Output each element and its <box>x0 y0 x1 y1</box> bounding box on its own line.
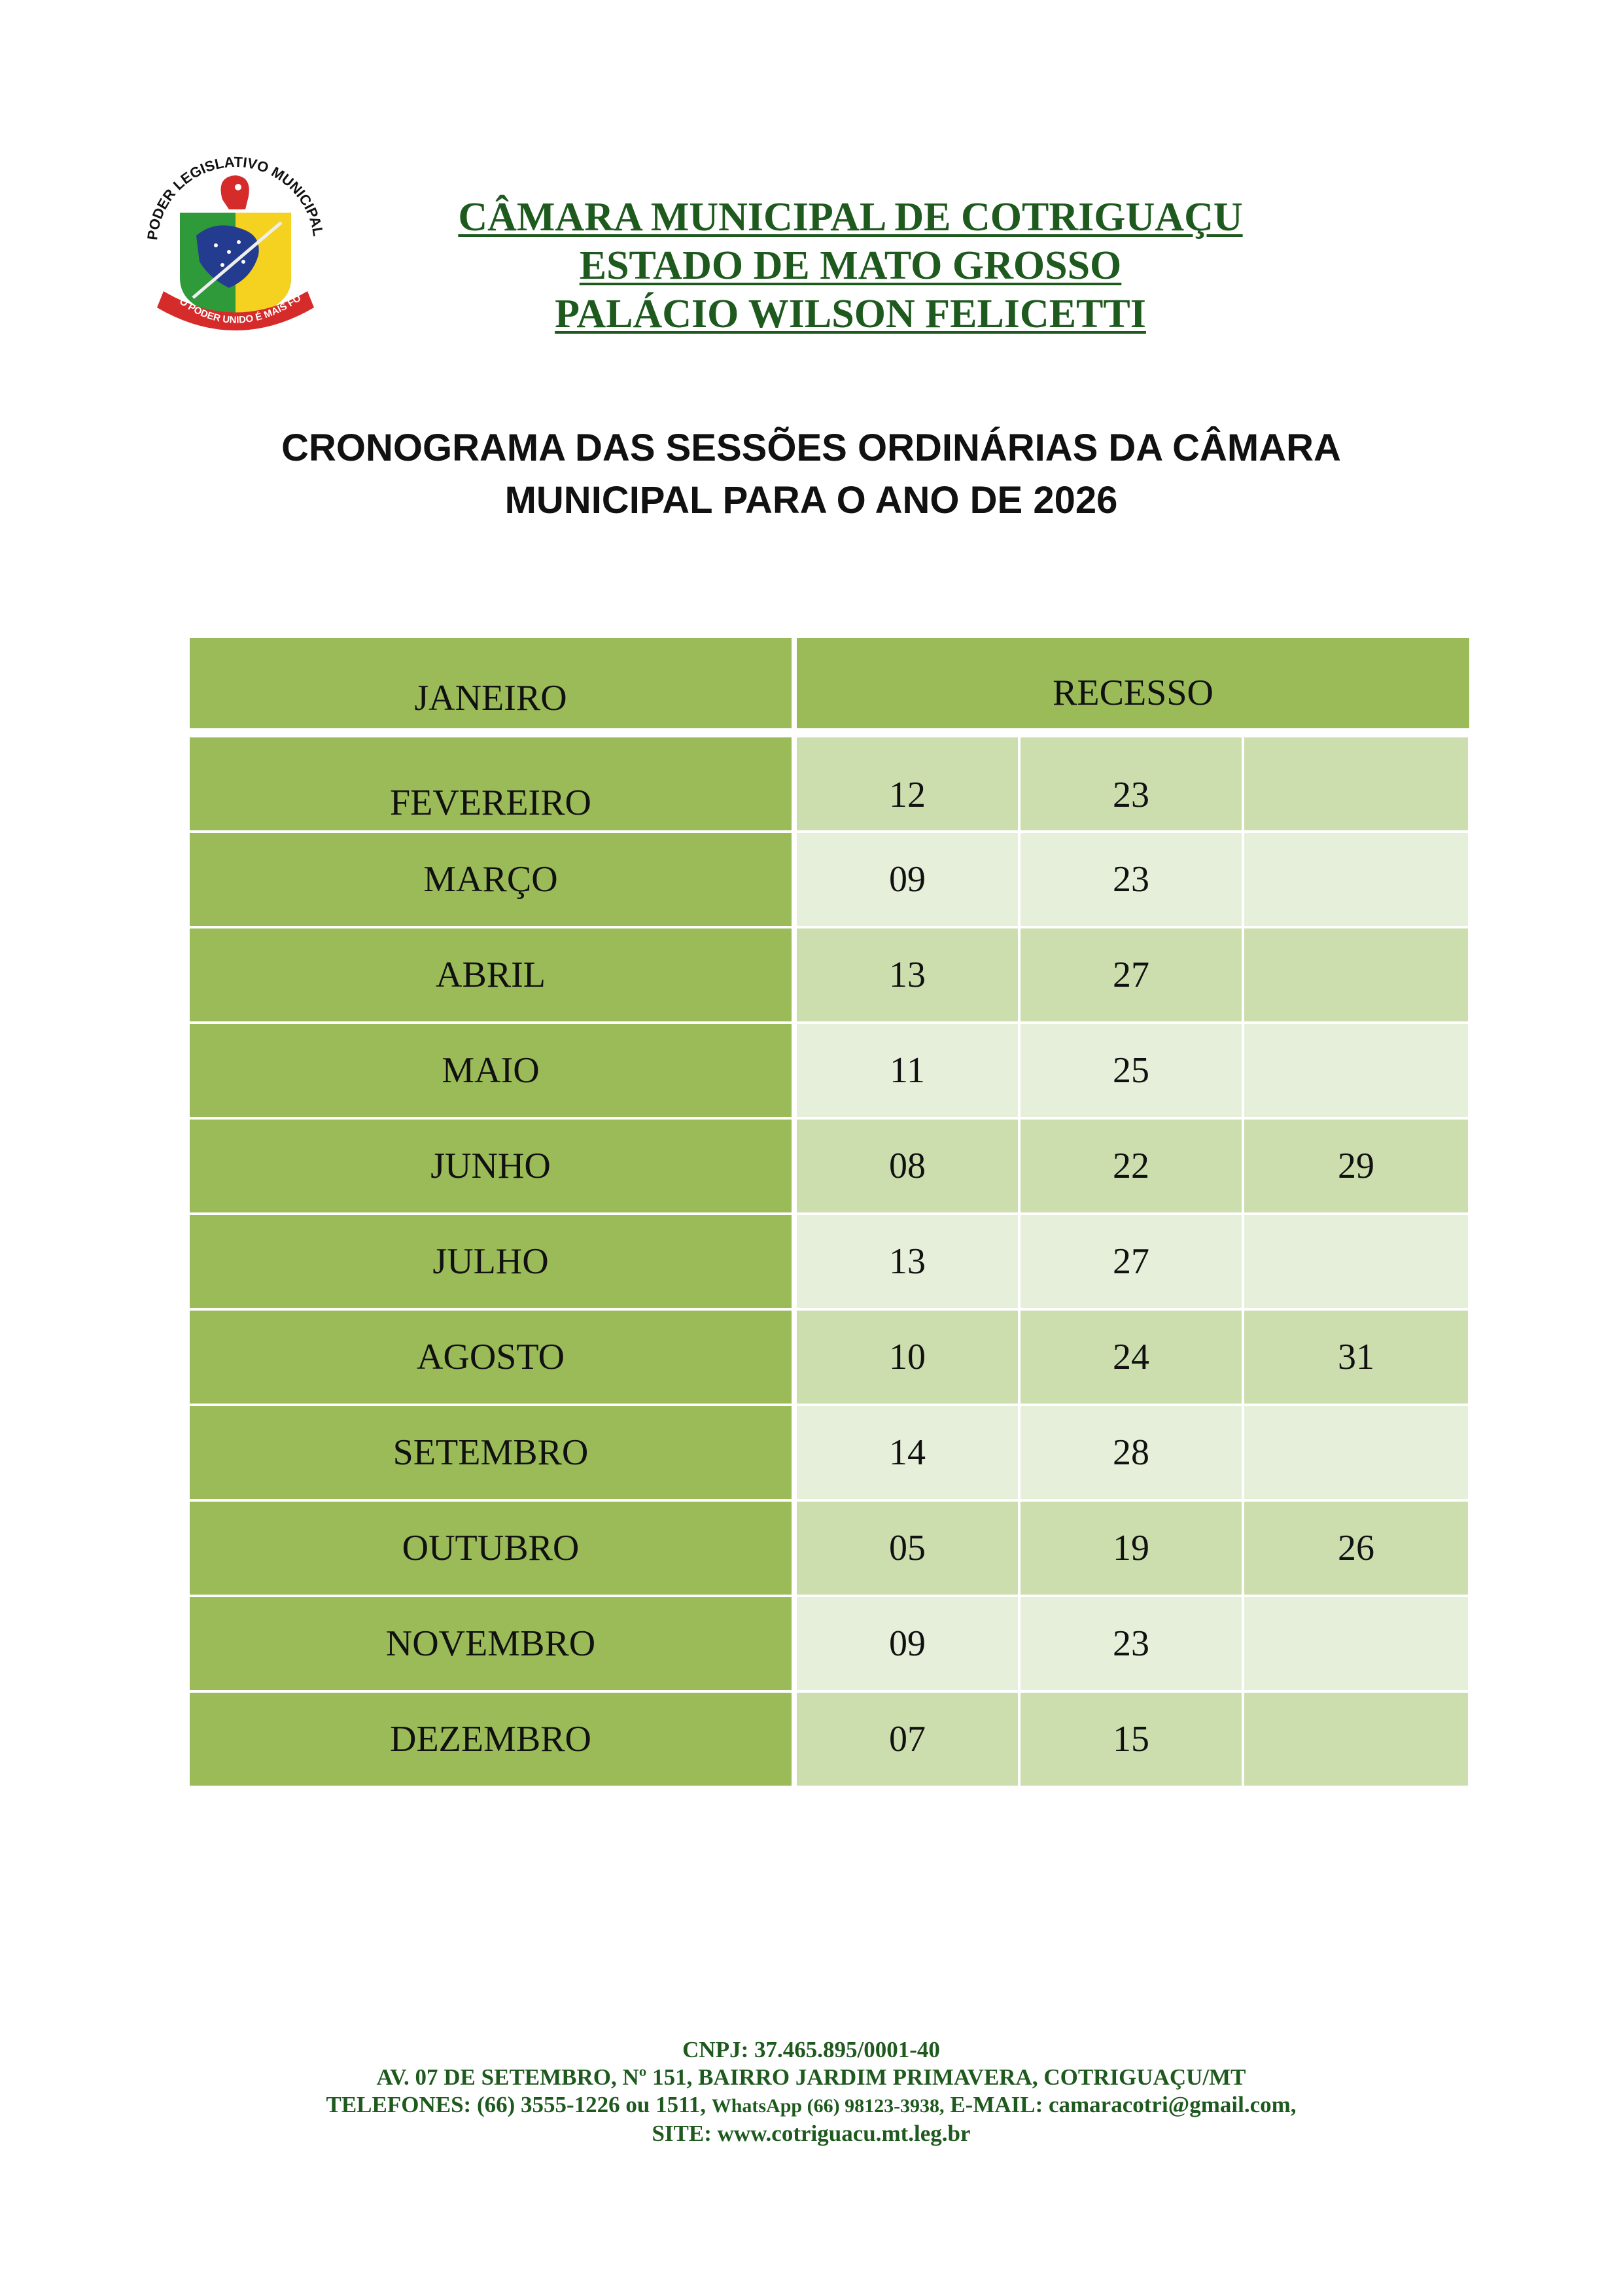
header-line-1: CÂMARA MUNICIPAL DE COTRIGUAÇU <box>458 195 1243 239</box>
session-day-cell: 22 <box>1021 1120 1244 1212</box>
coat-of-arms-logo <box>131 137 340 347</box>
session-day-cell <box>1244 1406 1468 1499</box>
session-day-cell: 10 <box>797 1311 1021 1404</box>
session-day-cell: 09 <box>797 833 1021 926</box>
header-recess-cell: RECESSO <box>797 638 1469 728</box>
session-day-cell: 11 <box>797 1024 1021 1117</box>
session-day-cell <box>1244 928 1468 1021</box>
session-day-cell: 23 <box>1021 1597 1244 1690</box>
session-day-cell: 26 <box>1244 1502 1468 1595</box>
table-row <box>190 737 1469 833</box>
session-day-cell: 05 <box>797 1502 1021 1595</box>
svg-text:PODER LEGISLATIVO MUNICIPAL: PODER LEGISLATIVO MUNICIPAL <box>144 153 327 241</box>
session-day-cell <box>1244 1597 1468 1690</box>
session-day-cell: 27 <box>1021 1215 1244 1308</box>
table-row <box>190 1406 1469 1502</box>
sessions-table <box>190 638 1469 1788</box>
month-cell: DEZEMBRO <box>190 1693 797 1786</box>
table-row <box>190 928 1469 1024</box>
month-cell: JUNHO <box>190 1120 797 1212</box>
session-day-cell: 13 <box>797 928 1021 1021</box>
session-day-cell: 25 <box>1021 1024 1244 1117</box>
table-row <box>190 833 1469 928</box>
session-day-cell: 31 <box>1244 1311 1468 1404</box>
month-cell: ABRIL <box>190 928 797 1021</box>
header-line-2: ESTADO DE MATO GROSSO <box>579 243 1122 288</box>
session-day-cell: 09 <box>797 1597 1021 1690</box>
institution-header <box>366 193 1335 338</box>
footer-phones-text: TELEFONES: (66) 3555-1226 ou 1511, <box>326 2092 706 2117</box>
header-month-cell: JANEIRO <box>190 638 797 728</box>
title-line-1: CRONOGRAMA DAS SESSÕES ORDINÁRIAS DA CÂMARA <box>281 427 1341 469</box>
session-day-cell: 15 <box>1021 1693 1244 1786</box>
month-cell: MARÇO <box>190 833 797 926</box>
session-day-cell: 24 <box>1021 1311 1244 1404</box>
session-day-cell: 12 <box>797 737 1021 830</box>
session-day-cell: 23 <box>1021 833 1244 926</box>
month-cell: OUTUBRO <box>190 1502 797 1595</box>
month-cell: SETEMBRO <box>190 1406 797 1499</box>
session-day-cell: 08 <box>797 1120 1021 1212</box>
footer-address: AV. 07 DE SETEMBRO, Nº 151, BAIRRO JARDIM PRIMAVERA, COTRIGUAÇU/MT <box>376 2064 1246 2090</box>
session-day-cell <box>1244 1024 1468 1117</box>
table-row <box>190 1693 1469 1788</box>
table-row <box>190 1120 1469 1215</box>
header-line-3: PALÁCIO WILSON FELICETTI <box>555 292 1146 336</box>
session-day-cell: 19 <box>1021 1502 1244 1595</box>
table-row <box>190 1502 1469 1597</box>
table-row <box>190 1597 1469 1693</box>
footer-cnpj: CNPJ: 37.465.895/0001-40 <box>682 2037 940 2062</box>
month-cell: NOVEMBRO <box>190 1597 797 1690</box>
svg-text:O PODER UNIDO É MAIS FORTE: O PODER UNIDO É MAIS FO <box>177 292 304 326</box>
table-body <box>190 737 1469 1788</box>
month-cell: AGOSTO <box>190 1311 797 1404</box>
session-day-cell: 14 <box>797 1406 1021 1499</box>
session-day-cell <box>1244 833 1468 926</box>
session-day-cell <box>1244 1215 1468 1308</box>
footer-site: SITE: www.cotriguacu.mt.leg.br <box>652 2121 971 2146</box>
session-day-cell: 28 <box>1021 1406 1244 1499</box>
session-day-cell: 07 <box>797 1693 1021 1786</box>
month-cell: FEVEREIRO <box>190 737 797 830</box>
footer <box>196 2036 1426 2147</box>
table-row <box>190 1024 1469 1120</box>
table-header-row <box>190 638 1469 737</box>
footer-phones <box>196 2091 1426 2120</box>
session-day-cell <box>1244 737 1468 830</box>
month-cell: MAIO <box>190 1024 797 1117</box>
month-cell: JULHO <box>190 1215 797 1308</box>
title-line-2: MUNICIPAL PARA O ANO DE 2026 <box>504 479 1118 521</box>
session-day-cell: 13 <box>797 1215 1021 1308</box>
document-title <box>196 422 1426 527</box>
session-day-cell: 27 <box>1021 928 1244 1021</box>
footer-whatsapp: WhatsApp (66) 98123-3938, <box>711 2095 945 2117</box>
table-row <box>190 1311 1469 1406</box>
session-day-cell: 29 <box>1244 1120 1468 1212</box>
session-day-cell <box>1244 1693 1468 1786</box>
table-row <box>190 1215 1469 1311</box>
session-day-cell: 23 <box>1021 737 1244 830</box>
footer-email: E-MAIL: camaracotri@gmail.com, <box>950 2092 1297 2117</box>
